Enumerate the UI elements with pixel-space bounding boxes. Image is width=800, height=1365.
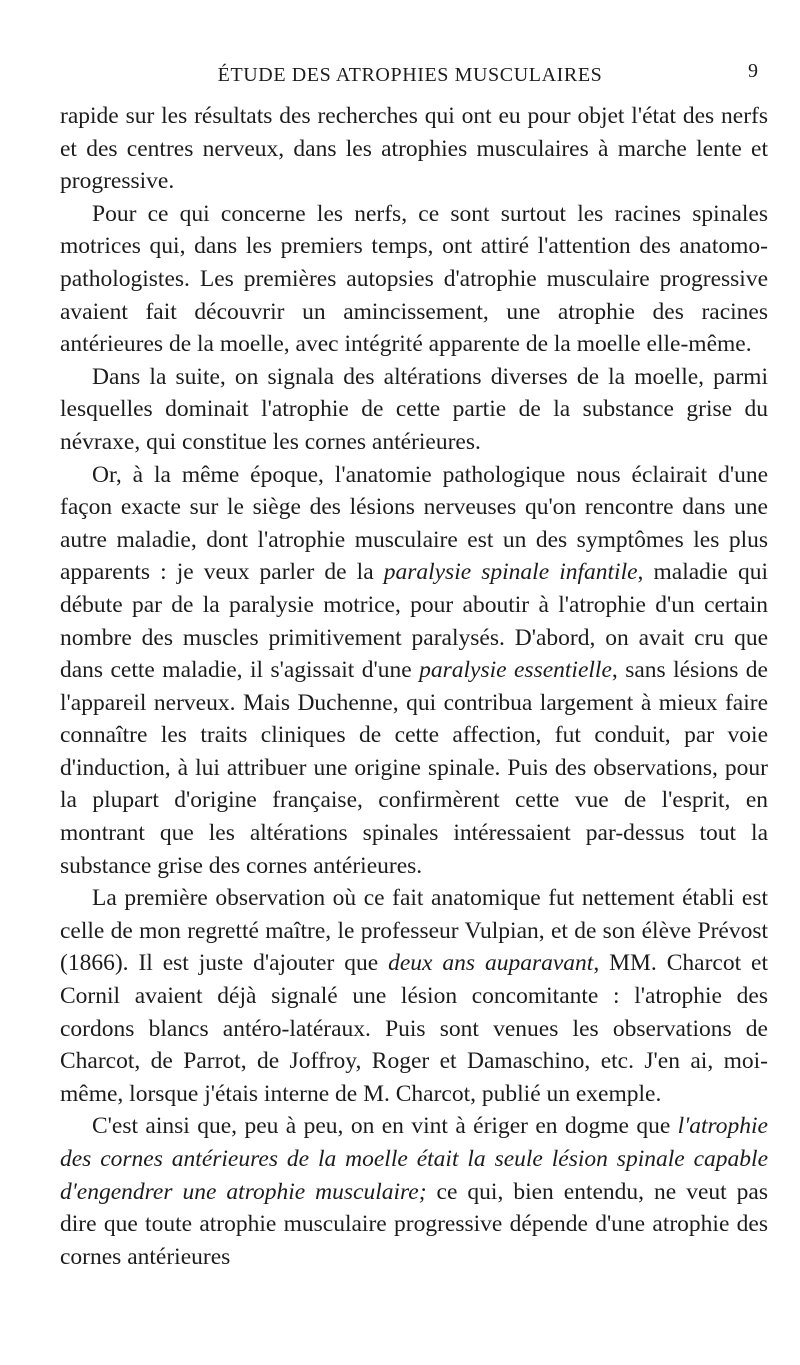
running-title: ÉTUDE DES ATROPHIES MUSCULAIRES [217, 64, 603, 86]
paragraph [60, 1110, 768, 1273]
body-text [60, 100, 768, 1273]
text-run: , MM. Charcot et Cornil avaient déjà signalé une lésion concomitante : l'atrophie des cordons blancs antéro-latéraux. Puis sont venues les observations de Charcot, de Parrot, de Joffroy, Roger et Damaschino, etc. J'en ai, moi-même, lorsque j'étais interne de M. Charcot, publié un exemple. [60, 950, 769, 1107]
paragraph [60, 882, 768, 1110]
italic-phrase: paralysie spinale infantile [383, 559, 638, 586]
text-run: , sans lésions de l'appareil nerveux. Mais Duchenne, qui contribua largement à mieux faire connaître les traits cliniques de cette affection, fut conduit, par voie d'induction, à lui attribuer une origine spinale. Puis des observations, pour la plupart d'origine française, confirmèrent cette vue de l'esprit, en montrant que les altérations spinales intéressaient par-dessus tout la substance grise des cornes antérieures. [60, 657, 768, 879]
paragraph [60, 198, 768, 361]
text-run: C'est ainsi que, peu à peu, on en vint à ériger en dogme que [92, 1113, 678, 1140]
text-run: La première observation où ce fait anatomique fut nettement établi est celle de mon regretté maître, le professeur Vulpian, et de son élève Prévost (1866). Il est juste d'ajouter que [60, 885, 768, 977]
paragraph [60, 361, 768, 459]
italic-phrase: deux ans auparavant [388, 950, 594, 977]
text-run: Or, à la même époque, l'anatomie pathologique nous éclairait d'une façon exacte sur le siège des lésions nerveuses qu'on rencontre dans une autre maladie, dont l'atrophie musculaire est un des symptômes les plus apparents : je veux parler de la [60, 461, 768, 586]
text-run: rapide sur les résultats des recherches qui ont eu pour objet l'état des nerfs et des centres nerveux, dans les atrophies musculaires à marche lente et progressive. [60, 103, 768, 195]
paragraph [60, 100, 768, 198]
text-run: Dans la suite, on signala des altérations diverses de la moelle, parmi lesquelles dominait l'atrophie de cette partie de la substance grise du névraxe, qui constitue les cornes antérieures. [60, 363, 768, 455]
page-header [60, 60, 760, 94]
text-run: , maladie qui débute par de la paralysie motrice, pour aboutir à l'atrophie d'un certain nombre des muscles primitivement paralysés. D'abord, on avait cru que dans cette maladie, il s'agissait d'une [60, 559, 768, 684]
text-run: Pour ce qui concerne les nerfs, ce sont surtout les racines spinales motrices qui, dans les premiers temps, ont attiré l'attention des anatomo-pathologistes. Les premières autopsies d'atrophie musculaire progressive avaient fait découvrir un amincissement, une atrophie des racines antérieures de la moelle, avec intégrité apparente de la moelle elle-même. [60, 200, 768, 358]
text-run: ce qui, bien entendu, ne veut pas dire que toute atrophie musculaire progressive dépende d'une atrophie des cornes antérieures [60, 1178, 768, 1270]
page-number: 9 [748, 60, 758, 82]
italic-phrase: paralysie essentielle [419, 657, 612, 684]
paragraph [60, 459, 768, 883]
italic-phrase: l'atrophie des cornes antérieures de la moelle était la seule lésion spinale capable d'engendrer une atrophie musculaire; [60, 1113, 768, 1205]
